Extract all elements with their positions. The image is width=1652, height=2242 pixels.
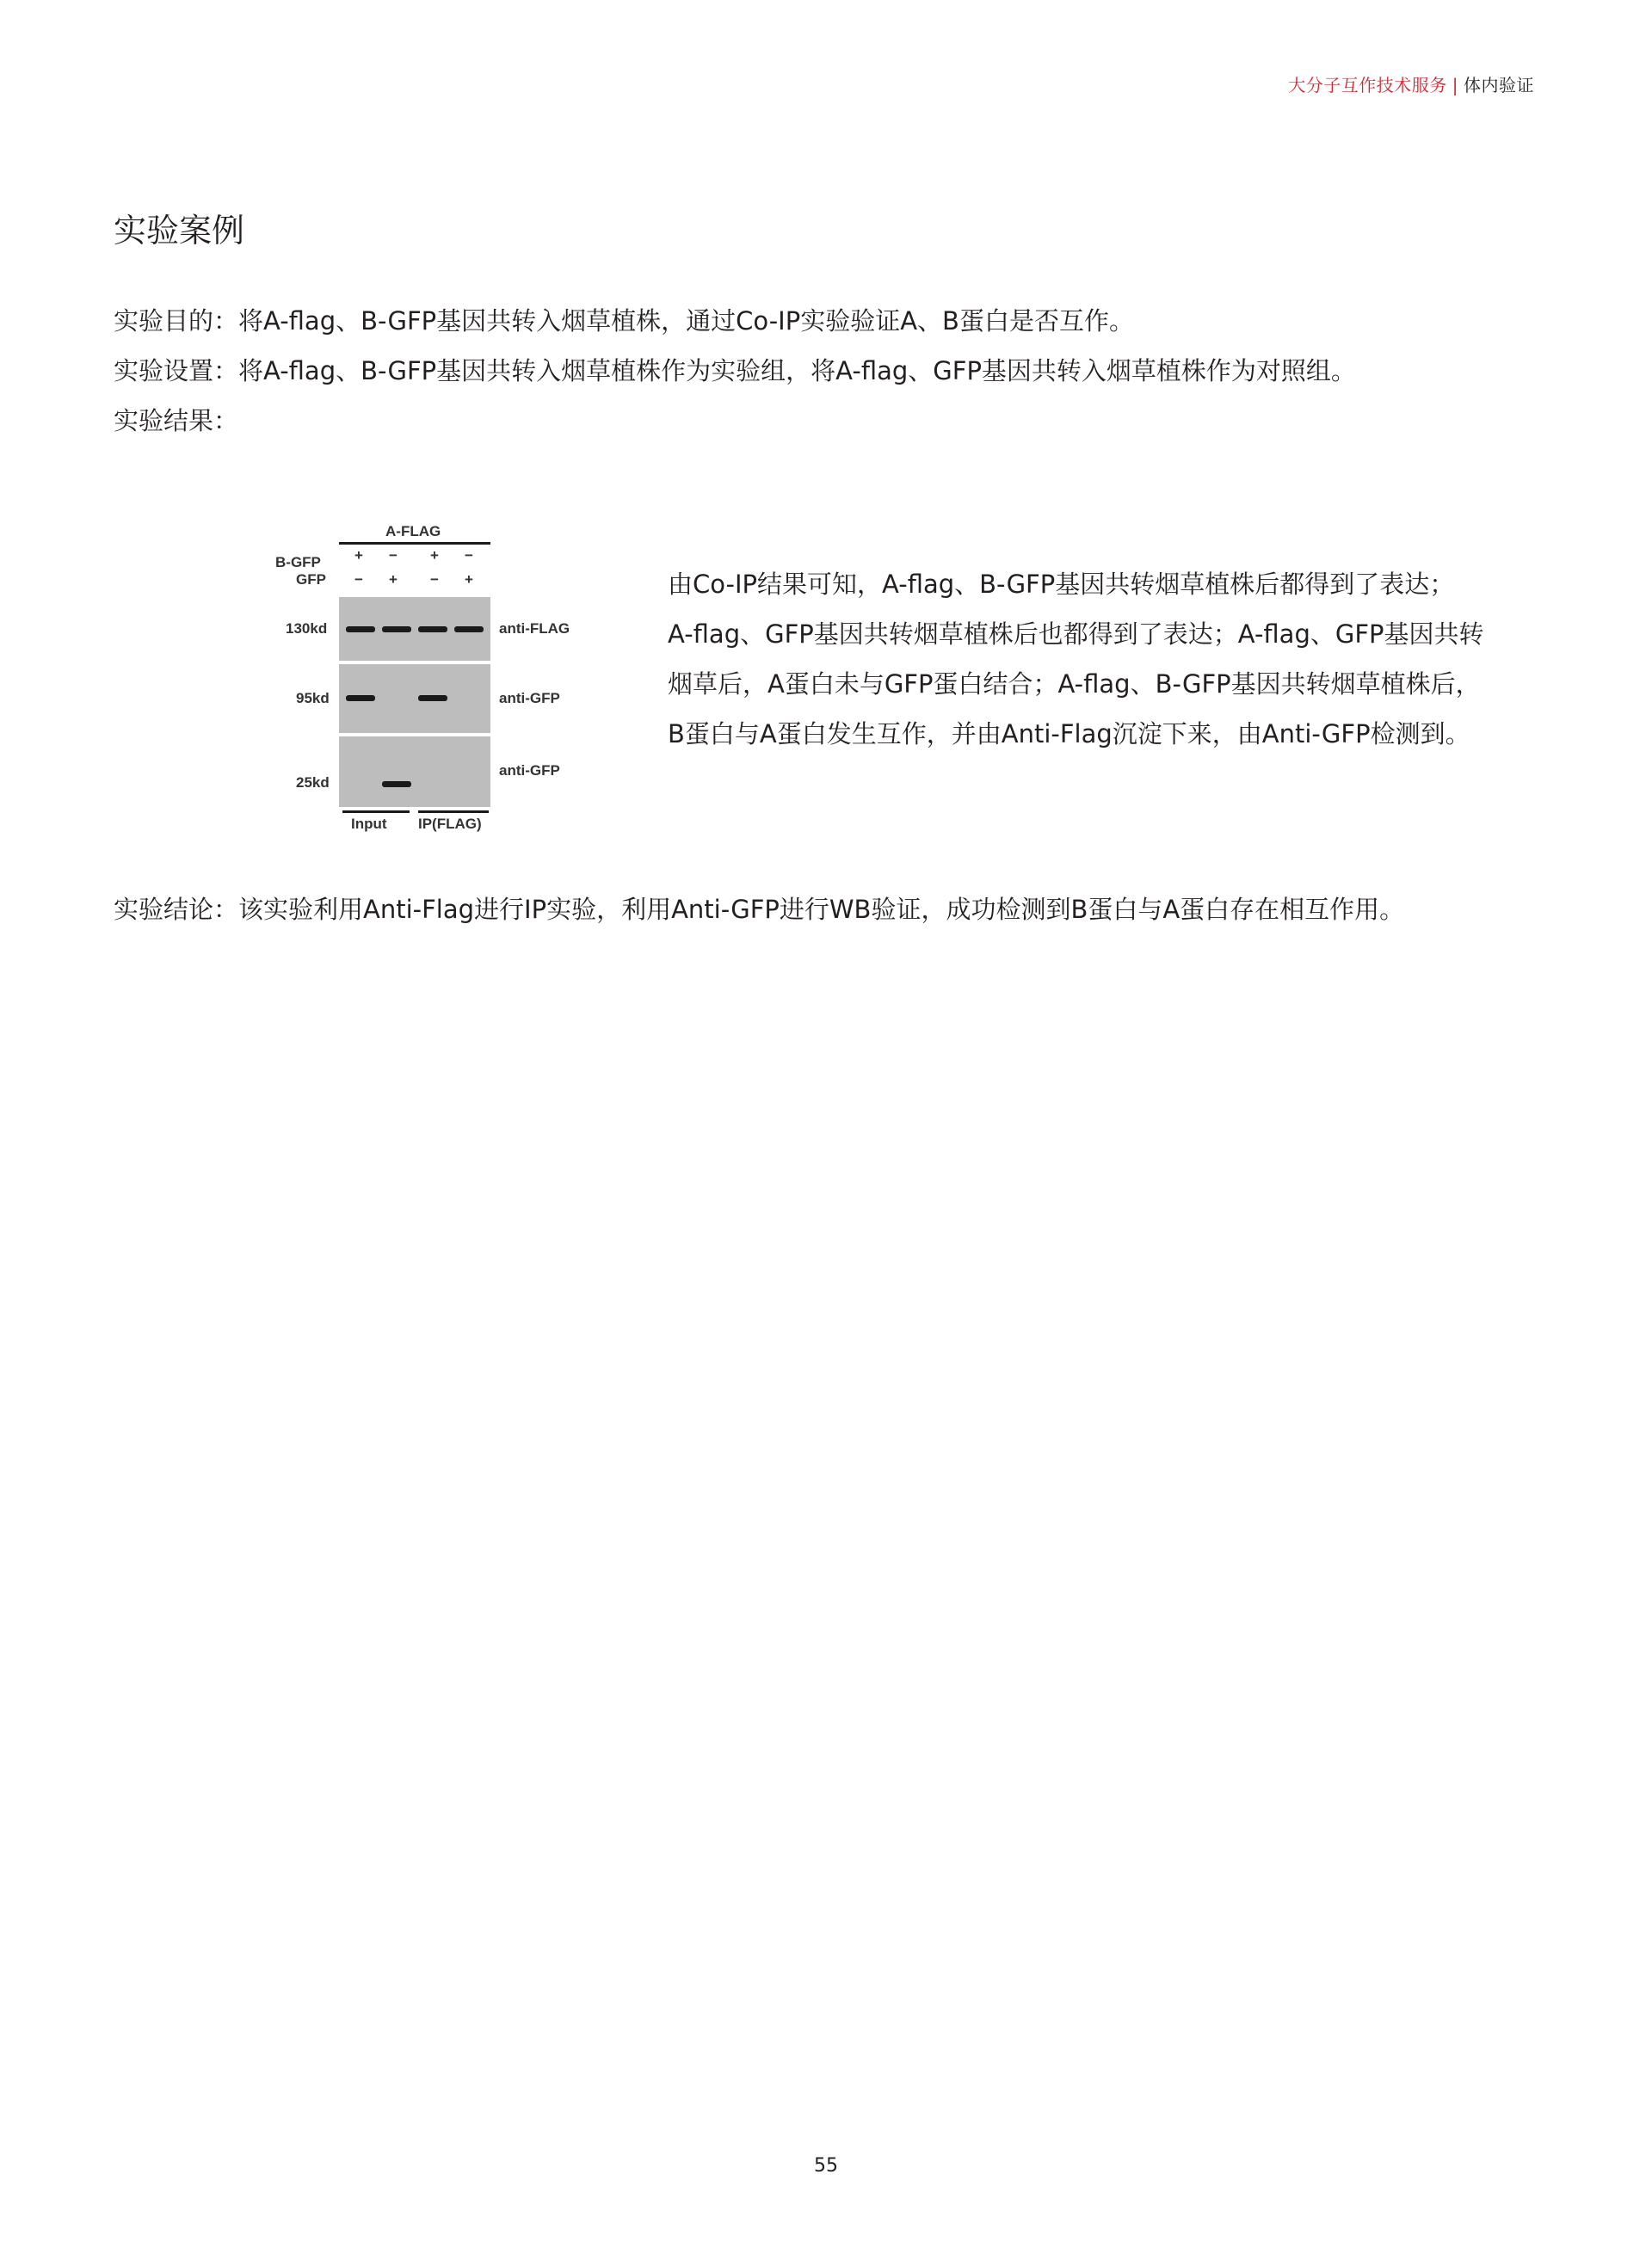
blot-top-line [339,542,490,545]
sign-r2-c1: − [354,571,363,588]
western-blot-figure [258,516,602,843]
description-line: A-flag、GFP基因共转烟草植株后也都得到了表达；A-flag、GFP基因共转 [668,619,1484,649]
panel2-size: 95kd [296,690,330,706]
header-subsection: 体内验证 [1464,75,1534,95]
blot-panel-3 [339,736,490,807]
sign-r1-c2: − [389,547,398,564]
conclusion-text: 实验结论：该实验利用Anti-Flag进行IP实验，利用Anti-GFP进行WB验证，成功检测到B蛋白与A蛋白存在相互作用。 [114,895,1405,924]
band-p1-l1 [346,626,375,632]
blot-panel-2 [339,664,490,733]
page-number: 55 [814,2155,838,2177]
description-line: 由Co-IP结果可知，A-flag、B-GFP基因共转烟草植株后都得到了表达； [668,570,1455,599]
sign-r1-c3: + [430,547,439,564]
blot-row1-label: B-GFP [275,554,321,570]
result-description [668,559,1511,759]
input-label: Input [351,816,387,832]
page-header [1288,71,1534,96]
ip-line [418,810,489,813]
setup-text: 实验设置：将A-flag、B-GFP基因共转入烟草植株作为实验组，将A-flag、GFP基因共转入烟草植株作为对照组。 [114,356,1356,385]
sign-r2-c4: + [465,571,473,588]
result-label: 实验结果： [114,406,239,435]
panel3-size: 25kd [296,774,330,791]
sign-r2-c2: + [389,571,398,588]
band-p1-l2 [382,626,411,632]
sign-r2-c3: − [430,571,439,588]
header-section: 大分子互作技术服务 [1288,75,1447,95]
panel3-antibody: anti-GFP [499,762,560,779]
blot-row2-label: GFP [296,571,326,588]
band-p2-l3 [418,695,447,701]
blot-panel-1 [339,597,490,661]
band-p3-l2 [382,781,411,787]
band-p1-l3 [418,626,447,632]
band-p1-l4 [454,626,484,632]
description-line: 烟草后，A蛋白未与GFP蛋白结合；A-flag、B-GFP基因共转烟草植株后， [668,669,1481,699]
header-divider: | [1452,75,1458,95]
ip-label: IP(FLAG) [418,816,482,832]
page-title: 实验案例 [114,212,245,249]
panel2-antibody: anti-GFP [499,690,560,706]
input-line [342,810,410,813]
description-line: B蛋白与A蛋白发生互作，并由Anti-Flag沉淀下来，由Anti-GFP检测到。 [668,719,1470,748]
purpose-text: 实验目的：将A-flag、B-GFP基因共转入烟草植株，通过Co-IP实验验证A、B蛋白是否互作。 [114,306,1134,336]
panel1-antibody: anti-FLAG [499,620,570,637]
band-p2-l1 [346,695,375,701]
blot-top-label: A-FLAG [385,523,441,539]
sign-r1-c1: + [354,547,363,564]
sign-r1-c4: − [465,547,473,564]
panel1-size: 130kd [286,620,328,637]
